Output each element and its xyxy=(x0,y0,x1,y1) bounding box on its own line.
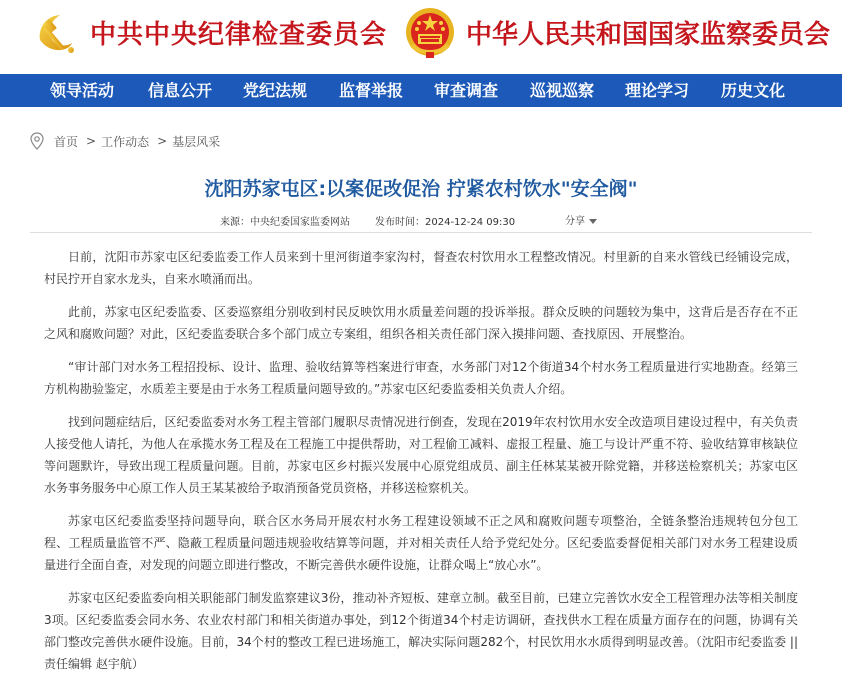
article-paragraph: 找到问题症结后，区纪委监委对水务工程主管部门履职尽责情况进行倒查，发现在2019年农村饮用水安全改造项目建设过程中，有关负责人接受他人请托，为他人在承揽水务工程及在工程施工中提供帮助，对工程偷工减料、虚报工程量、施工与设计严重不符、验收结算审核缺位等问题默许，导致出现工程质量问题。目前，苏家屯区乡村振兴发展中心原党组成员、副主任林某某被开除党籍，并移送检察机关；苏家屯区水务事务服务中心原工作人员王某某被给予取消预备党员资格，并移送检察机关。 xyxy=(44,415,798,495)
share-label: 分享 xyxy=(565,216,585,227)
article-paragraph: 苏家屯区纪委监委向相关职能部门制发监察建议3份，推动补齐短板、建章立制。截至目前，已建立完善饮水安全工程管理办法等相关制度3项。区纪委监委会同水务、农业农村部门和相关街道办事处，到12个街道34个村走访调研，查找供水工程在质量方面存在的问题，协调有关部门整改完善供水硬件设施。目前，34个村的整改工程已进场施工，解决实际问题282个，村民饮用水水质得到明显改善。（沈阳市纪委监委 || 责任编辑 赵宇航） xyxy=(44,591,798,671)
breadcrumb-home[interactable]: 首页 xyxy=(54,134,79,149)
cpc-commission-title[interactable]: 中共中央纪律检查委员会 xyxy=(90,20,388,50)
divider xyxy=(30,232,812,233)
nav-item-theory[interactable]: 理论学习 xyxy=(625,81,690,100)
nav-item-history[interactable]: 历史文化 xyxy=(721,81,786,100)
nav-item-disclosure[interactable]: 信息公开 xyxy=(148,81,213,100)
chevron-down-icon xyxy=(589,219,597,224)
breadcrumb-work-news[interactable]: 工作动态 xyxy=(101,134,150,149)
nav-item-leadership[interactable]: 领导活动 xyxy=(50,81,115,100)
breadcrumb-grassroots[interactable]: 基层风采 xyxy=(172,134,221,149)
nav-item-report[interactable]: 监督举报 xyxy=(339,81,404,100)
article-body xyxy=(44,246,798,676)
breadcrumb-separator: > xyxy=(157,134,168,148)
article-paragraph: “审计部门对水务工程招投标、设计、监理、验收结算等档案进行审查，水务部门对12个街道34个村水务工程质量进行实地勘查。经第三方机构勘验鉴定，水质差主要是由于水务工程质量问题导致的。”苏家屯区纪委监委相关负责人介绍。 xyxy=(44,360,798,396)
breadcrumb xyxy=(30,130,220,152)
breadcrumb-separator: > xyxy=(86,134,97,148)
article-title: 沈阳苏家屯区:以案促改促治 拧紧农村饮水"安全阀" xyxy=(204,178,638,200)
national-emblem-icon xyxy=(404,6,456,60)
main-nav xyxy=(0,74,842,107)
nav-item-inspection[interactable]: 巡视巡察 xyxy=(530,81,595,100)
article-paragraph: 苏家屯区纪委监委坚持问题导向，联合区水务局开展农村水务工程建设领域不正之风和腐败问题专项整治，全链条整治违规转包分包工程、工程质量监管不严、隐蔽工程质量问题违规验收结算等问题，并对相关责任人给予党纪处分。区纪委监委督促相关部门对水务工程建设质量进行全面自查，对发现的问题立即进行整改，不断完善供水硬件设施，让群众喝上“放心水”。 xyxy=(44,514,798,572)
article-source: 来源：中央纪委国家监委网站 xyxy=(220,217,350,228)
article-date: 发布时间：2024-12-24 09:30 xyxy=(375,217,516,228)
party-emblem-icon xyxy=(32,10,80,58)
share-button[interactable] xyxy=(565,212,597,227)
article-paragraph: 此前，苏家屯区纪委监委、区委巡察组分别收到村民反映饮用水质量差问题的投诉举报。群众反映的问题较为集中，这背后是否存在不正之风和腐败问题？对此，区纪委监委联合多个部门成立专案组，组织各相关责任部门深入摸排问题、查找原因、开展整治。 xyxy=(44,305,798,341)
state-commission-title[interactable]: 中华人民共和国国家监察委员会 xyxy=(466,20,831,50)
article-paragraph: 日前，沈阳市苏家屯区纪委监委工作人员来到十里河街道李家沟村，督查农村饮用水工程整改情况。村里新的自来水管线已经铺设完成，村民拧开自家水龙头，自来水喷涌而出。 xyxy=(44,250,798,286)
nav-item-regulations[interactable]: 党纪法规 xyxy=(243,81,308,100)
site-header xyxy=(0,0,842,74)
nav-item-investigation[interactable]: 审查调查 xyxy=(434,81,499,100)
location-pin-icon xyxy=(30,132,44,150)
